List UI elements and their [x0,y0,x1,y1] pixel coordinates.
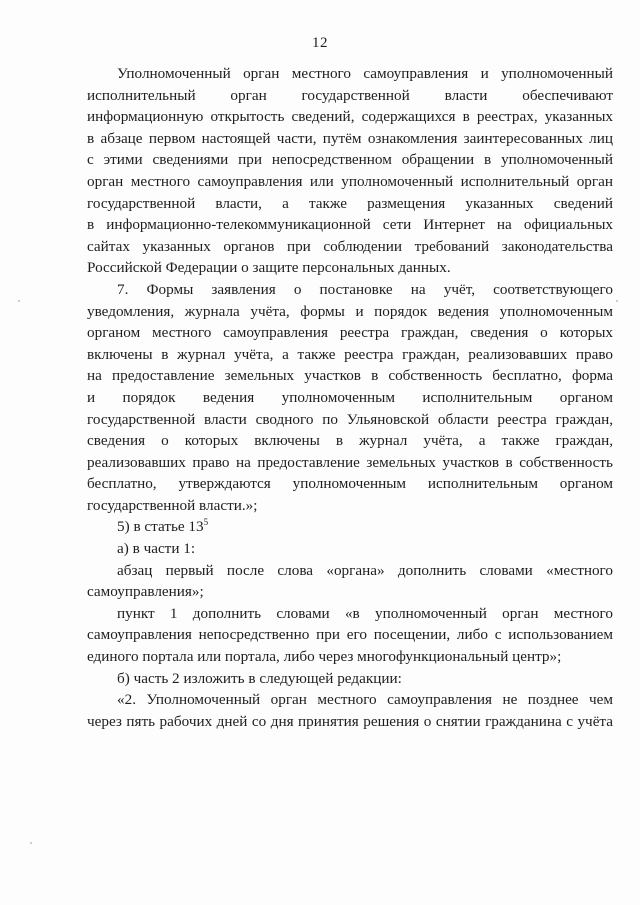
superscript: 5 [203,517,209,528]
text-line [87,711,613,733]
text-line [87,452,613,474]
text-line [87,193,613,215]
text-line [87,495,613,517]
text-line [87,214,613,236]
text-line [87,279,613,301]
text-line-content: «2. Уполномоченный орган местного самоуправления не позднее чем [117,691,613,709]
text-line-content: через пять рабочих дней со дня принятия решения о снятии гражданина с учёта [87,712,613,730]
text-line-content: в абзаце первом настоящей части, путём ознакомления заинтересованных лиц [87,129,613,147]
text-line [87,646,613,668]
text-line [87,581,613,603]
text-line-content: с этими сведениями при непосредственном обращении в уполномоченный [87,151,613,169]
text-line [87,128,613,150]
text-line-content: 7. Формы заявления о постановке на учёт, соответствующего [117,280,613,298]
text-line-content: сведения о которых включены в журнал учёта, а также граждан, [87,432,613,450]
text-line [87,624,613,646]
text-line-content: Российской Федерации о защите персональных данных. [87,259,451,277]
text-line [87,409,613,431]
scan-speck [18,300,20,302]
text-line-content: государственной власти.»; [87,496,258,514]
text-line-content: органом местного самоуправления реестра граждан, сведения о которых [87,324,613,342]
text-line-content: а) в части 1: [117,540,196,558]
text-line-content: на предоставление земельных участков в собственность бесплатно, форма [87,367,613,385]
text-line [87,236,613,258]
text-line-content: уведомления, журнала учёта, формы и порядок ведения уполномоченным [87,302,613,320]
text-line [87,560,613,582]
text-line [87,387,613,409]
scan-speck [30,842,32,844]
text-line [87,322,613,344]
text-line [87,63,613,85]
text-line [87,149,613,171]
text-line [87,257,613,279]
text-line-content: бесплатно, утверждаются уполномоченным исполнительным органом [87,475,613,493]
text-line [87,344,613,366]
text-line-content: и порядок ведения уполномоченным исполнительным органом [87,388,613,406]
text-line-content: самоуправления непосредственно при его посещении, либо с использованием [87,626,613,644]
text-line [87,668,613,690]
text-line [87,171,613,193]
text-line-content: пункт 1 дополнить словами «в уполномоченный орган местного [117,604,613,622]
text-line-content: включены в журнал учёта, а также реестра граждан, реализовавших право [87,345,613,363]
text-line [87,689,613,711]
text-line-content: орган местного самоуправления или уполномоченный исполнительный орган [87,172,613,190]
text-line [87,516,613,538]
text-line [87,301,613,323]
text-line [87,603,613,625]
text-line-content: 5) в статье 13 [117,518,204,536]
text-line-content: исполнительный орган государственной власти обеспечивают [87,86,613,104]
text-line-content: сайтах указанных органов при соблюдении требований законодательства [87,237,613,255]
document-body [87,63,613,732]
text-line-content: в информационно-телекоммуникационной сети Интернет на официальных [87,216,613,234]
text-line-content: самоуправления»; [87,583,204,601]
scan-speck [616,300,618,302]
text-line [87,430,613,452]
text-line-content: информационную открытость сведений, содержащихся в реестрах, указанных [87,108,613,126]
page-number: 12 [312,35,328,51]
text-line-content: Уполномоченный орган местного самоуправления и уполномоченный [117,65,613,82]
text-line [87,538,613,560]
text-line [87,106,613,128]
text-line-content: государственной власти, а также размещения указанных сведений [87,194,613,212]
text-line [87,473,613,495]
text-line [87,85,613,107]
text-line-content: государственной власти сводного по Ульяновской области реестра граждан, [87,410,613,428]
text-line-content: реализовавших право на предоставление земельных участков в собственность [87,453,613,471]
text-line-content: абзац первый после слова «органа» дополнить словами «местного [117,561,613,579]
text-line-content: единого портала или портала, либо через многофункциональный центр»; [87,648,562,666]
text-line [87,365,613,387]
text-line-content: б) часть 2 изложить в следующей редакции: [117,669,402,687]
